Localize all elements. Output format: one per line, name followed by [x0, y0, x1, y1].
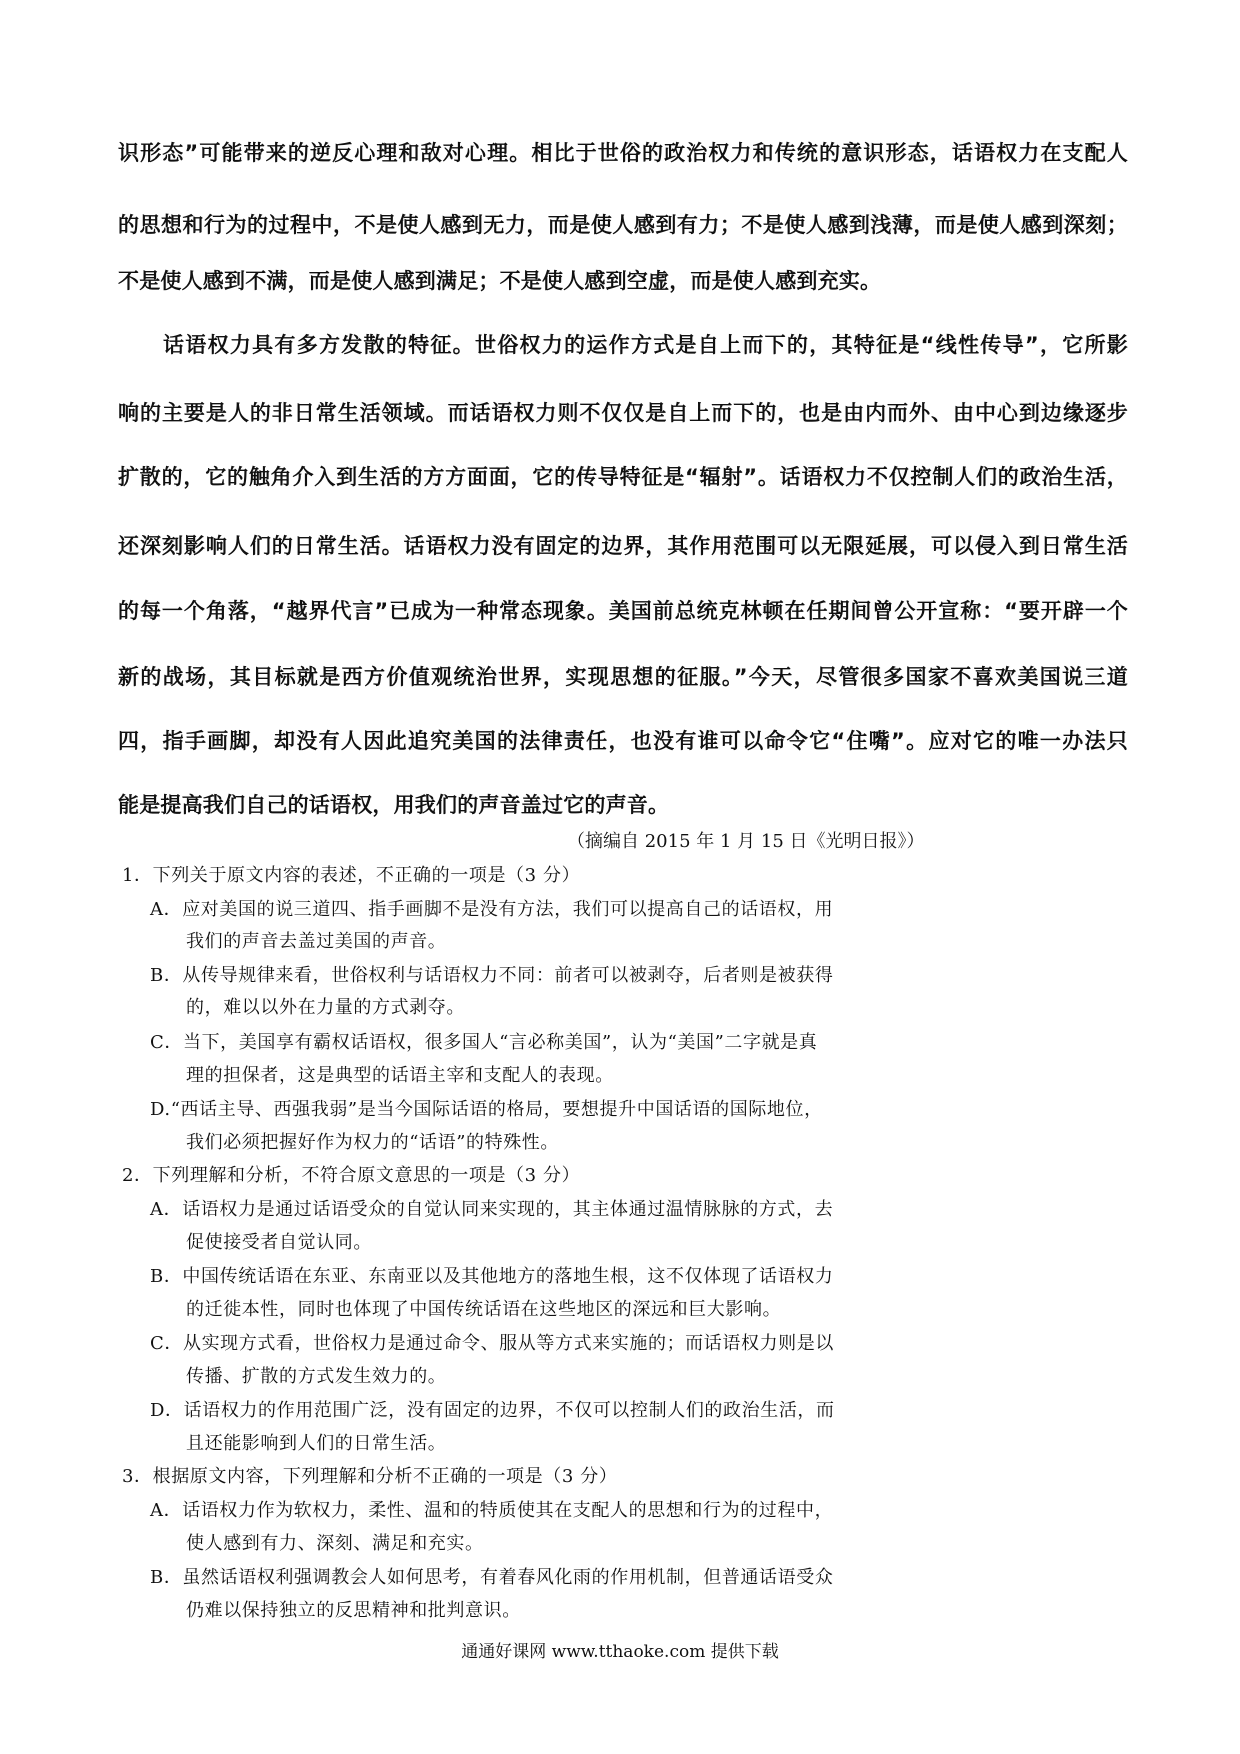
option-a: A．应对美国的说三道四、指手画脚不是没有方法，我们可以提高自己的话语权，用 — [150, 899, 834, 920]
option-b: B．虽然话语权利强调教会人如何思考，有着春风化雨的作用机制，但普通话语受众 — [150, 1567, 834, 1588]
option-c-continued: 传播、扩散的方式发生效力的。 — [186, 1366, 447, 1387]
question-stem: 3．根据原文内容，下列理解和分析不正确的一项是（3 分） — [122, 1466, 618, 1487]
passage-line: 能是提高我们自己的话语权，用我们的声音盖过它的声音。 — [118, 793, 670, 817]
passage-line: 的每一个角落，“越界代言”已成为一种常态现象。美国前总统克林顿在任期间曾公开宣称：“要开辟一个 — [118, 599, 1128, 623]
footer-download-note: 通通好课网 www.tthaoke.com 提供下载 — [461, 1642, 779, 1662]
option-d: D．话语权力的作用范围广泛，没有固定的边界，不仅可以控制人们的政治生活，而 — [150, 1400, 835, 1421]
passage-line: 四，指手画脚，却没有人因此追究美国的法律责任，也没有谁可以命令它“住嘴”。应对它的唯一办法只 — [118, 729, 1128, 753]
option-b: B．中国传统话语在东亚、东南亚以及其他地方的落地生根，这不仅体现了话语权力 — [150, 1266, 834, 1287]
option-b-continued: 的迁徙本性，同时也体现了中国传统话语在这些地区的深远和巨大影响。 — [186, 1299, 782, 1320]
option-d-continued: 且还能影响到人们的日常生活。 — [186, 1433, 447, 1454]
option-a-continued: 促使接受者自觉认同。 — [186, 1232, 372, 1253]
passage-line: 识形态”可能带来的逆反心理和敌对心理。相比于世俗的政治权力和传统的意识形态，话语权力在支配人 — [118, 141, 1128, 165]
passage-line: 扩散的，它的触角介入到生活的方方面面，它的传导特征是“辐射”。话语权力不仅控制人们的政治生活， — [118, 465, 1128, 489]
passage-line: 的思想和行为的过程中，不是使人感到无力，而是使人感到有力；不是使人感到浅薄，而是使人感到深刻； — [118, 213, 1128, 237]
option-a: A．话语权力是通过话语受众的自觉认同来实现的，其主体通过温情脉脉的方式，去 — [150, 1199, 834, 1220]
option-c: C．当下，美国享有霸权话语权，很多国人“言必称美国”，认为“美国”二字就是真 — [150, 1032, 818, 1053]
option-d: D.“西话主导、西强我弱”是当今国际话语的格局，要想提升中国话语的国际地位， — [150, 1099, 823, 1120]
option-a: A．话语权力作为软权力，柔性、温和的特质使其在支配人的思想和行为的过程中， — [150, 1500, 834, 1521]
option-c-continued: 理的担保者，这是典型的话语主宰和支配人的表现。 — [186, 1065, 614, 1086]
option-d-continued: 我们必须把握好作为权力的“话语”的特殊性。 — [186, 1132, 560, 1153]
passage-line: 响的主要是人的非日常生活领域。而话语权力则不仅仅是自上而下的，也是由内而外、由中心到边缘逐步 — [118, 401, 1128, 425]
question-stem: 1．下列关于原文内容的表述，不正确的一项是（3 分） — [122, 865, 581, 886]
question-stem: 2．下列理解和分析，不符合原文意思的一项是（3 分） — [122, 1165, 581, 1186]
option-c: C．从实现方式看，世俗权力是通过命令、服从等方式来实施的；而话语权力则是以 — [150, 1333, 834, 1354]
passage-line: 新的战场，其目标就是西方价值观统治世界，实现思想的征服。”今天，尽管很多国家不喜欢美国说三道 — [118, 665, 1128, 689]
option-b: B．从传导规律来看，世俗权利与话语权力不同：前者可以被剥夺，后者则是被获得 — [150, 965, 834, 986]
option-a-continued: 我们的声音去盖过美国的声音。 — [186, 931, 447, 952]
passage-line: 还深刻影响人们的日常生活。话语权力没有固定的边界，其作用范围可以无限延展，可以侵入到日常生活 — [118, 534, 1128, 558]
passage-line: 不是使人感到不满，而是使人感到满足；不是使人感到空虚，而是使人感到充实。 — [118, 269, 882, 293]
passage-paragraph-start: 话语权力具有多方发散的特征。世俗权力的运作方式是自上而下的，其特征是“线性传导”，它所影 — [163, 333, 1128, 357]
option-b-continued: 的，难以以外在力量的方式剥夺。 — [186, 997, 465, 1018]
option-b-continued: 仍难以保持独立的反思精神和批判意识。 — [186, 1600, 521, 1621]
source-citation: （摘编自 2015 年 1 月 15 日《光明日报》） — [567, 831, 925, 852]
option-a-continued: 使人感到有力、深刻、满足和充实。 — [186, 1533, 484, 1554]
